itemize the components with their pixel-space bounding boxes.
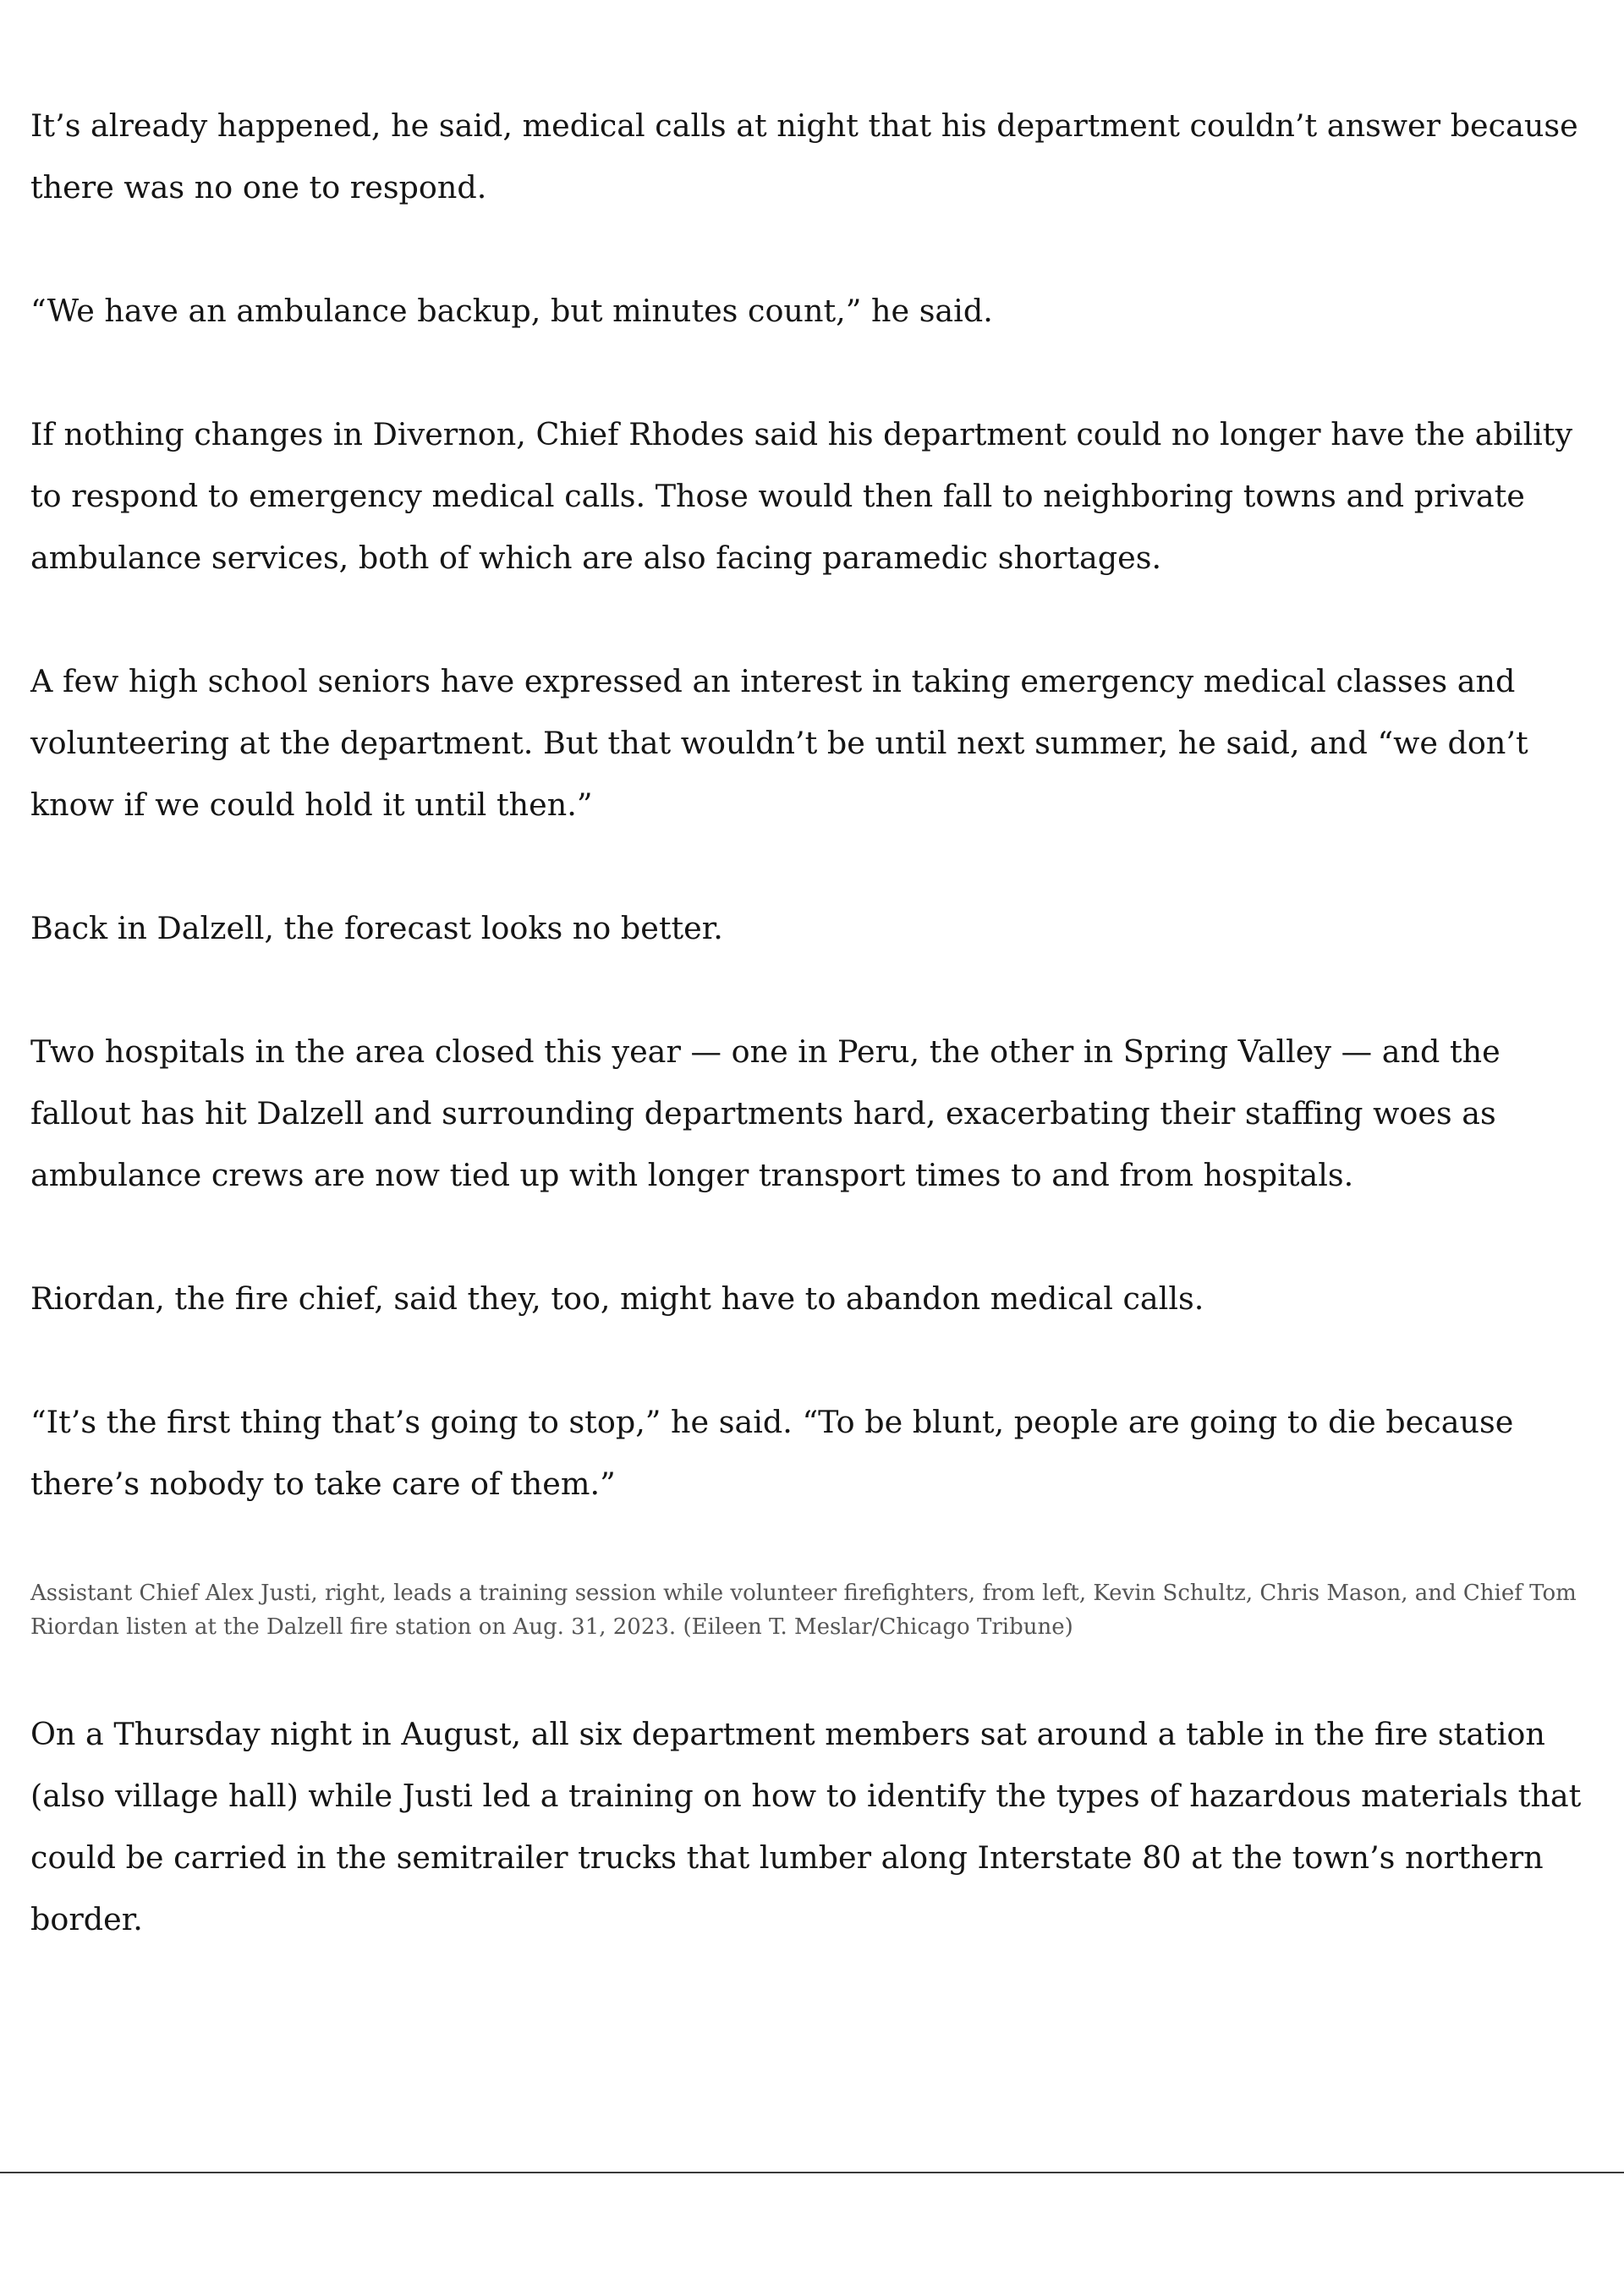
paragraph-high-school-seniors: A few high school seniors have expressed an interest in taking emergency medical classes and volunteering at the department. But that wouldn’t be until next summer, he said, and “we don’t know if we could hold it until then.” — [30, 663, 1528, 823]
paragraph-riordan-quote: “It’s the first thing that’s going to stop,” he said. “To be blunt, people are going to die because there’s nobody to take care of them.” — [30, 1404, 1514, 1502]
bottom-divider — [0, 2172, 1624, 2173]
paragraph-ambulance-backup-quote: “We have an ambulance backup, but minutes count,” he said. — [30, 293, 993, 329]
photo-caption: Assistant Chief Alex Justi, right, leads a training session while volunteer firefighters, from left, Kevin Schultz, Chris Mason, and Chief Tom Riordan listen at the Dalzell fire station on Aug. 31, 2023. (Eileen T. Meslar/Chicago Tribune) — [30, 1581, 1577, 1640]
paragraph-thursday-training: On a Thursday night in August, all six department members sat around a table in the fire station (also village hall) while Justi led a training on how to identify the types of hazardous materials that could be carried in the semitrailer trucks that lumber along Interstate 80 at the town’s northern border. — [30, 1716, 1582, 1937]
paragraph-riordan-medical-calls: Riordan, the fire chief, said they, too, might have to abandon medical calls. — [30, 1280, 1204, 1317]
paragraph-already-happened: It’s already happened, he said, medical calls at night that his department couldn’t answer because there was no one to respond. — [30, 107, 1578, 205]
article-body — [30, 95, 1587, 1950]
paragraph-divernon-outlook: If nothing changes in Divernon, Chief Rhodes said his department could no longer have the ability to respond to emergency medical calls. Those would then fall to neighboring towns and private ambulance services, both of which are also facing paramedic shortages. — [30, 416, 1573, 576]
paragraph-dalzell-forecast: Back in Dalzell, the forecast looks no better. — [30, 910, 723, 946]
paragraph-hospital-closures: Two hospitals in the area closed this year — one in Peru, the other in Spring Valley — and the fallout has hit Dalzell and surrounding departments hard, exacerbating their staffing woes as ambulance crews are now tied up with longer transport times to and from hospitals. — [30, 1033, 1501, 1193]
